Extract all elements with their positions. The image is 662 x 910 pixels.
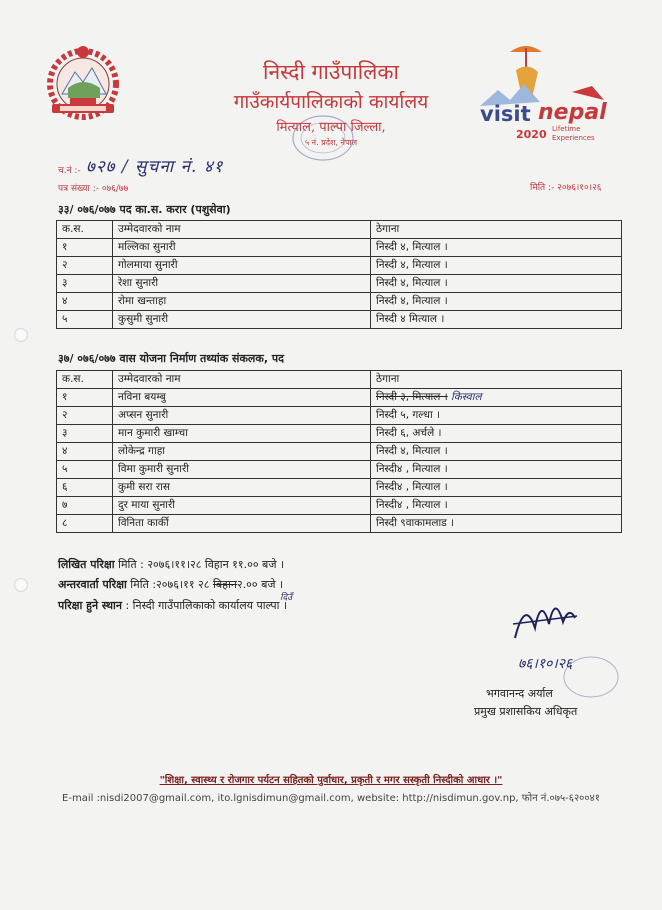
header-name: उम्मेदवारको नाम [113, 221, 371, 239]
table-row [57, 407, 622, 425]
table-row [57, 389, 622, 407]
interview-label: अन्तरवार्ता परिक्षा [58, 578, 127, 591]
row-address: निस्दी४ , मित्याल । [371, 461, 622, 479]
letter-date: मिति :- २०७६।१०।२६ [530, 183, 602, 193]
header-address: ठेगाना [371, 221, 622, 239]
signature-date-handwritten: ७६।१०।२६ [518, 656, 573, 672]
patra-sankhya: पत्र संख्या :- ०७६/७७ [58, 184, 129, 194]
row-address: निस्दी ४, मित्याल । [371, 443, 622, 461]
punch-hole-top [14, 328, 28, 342]
venue-label: परिक्षा हुने स्थान [58, 599, 122, 612]
written-exam-label: लिखित परिक्षा [58, 558, 115, 571]
row-name: विमा कुमारी सुनारी [113, 461, 371, 479]
visit-tagline-1: Lifetime [552, 125, 581, 133]
row-name: मल्लिका सुनारी [113, 239, 371, 257]
cha-no-label: च.नं :- [58, 166, 81, 176]
row-address: निस्दी४ , मित्याल । [371, 497, 622, 515]
row-name: विनिता कार्की [113, 515, 371, 533]
row-serial: ३ [57, 275, 113, 293]
row-name: अप्सन सुनारी [113, 407, 371, 425]
visit-year: 2020 [516, 128, 547, 141]
header-serial: क.स. [57, 221, 113, 239]
org-name: निस्दी गाउँपालिका [263, 60, 399, 84]
row-name: रेशा सुनारी [113, 275, 371, 293]
section2-title: ३७/ ०७६/०७७ वास योजना निर्माण तथ्यांक संकलक, पद [58, 352, 284, 365]
table-row [57, 257, 622, 275]
row-address: निस्दी ९वाकामलाड । [371, 515, 622, 533]
venue-value: : निस्दी गाउँपालिकाको कार्यालय पाल्पा । [121, 599, 288, 612]
row-address: निस्दी ४ मित्याल । [371, 311, 622, 329]
table-row [57, 275, 622, 293]
table-row [57, 461, 622, 479]
row-address: निस्दी ४, मित्याल । [371, 239, 622, 257]
table-row [57, 479, 622, 497]
visit-word: visit [480, 102, 531, 126]
header-name: उम्मेदवारको नाम [113, 371, 371, 389]
row-serial: ५ [57, 461, 113, 479]
table-header-row [57, 371, 622, 389]
table-row [57, 497, 622, 515]
visit-tagline-2: Experiences [552, 134, 595, 142]
interview-line [58, 577, 283, 592]
row-serial: २ [57, 407, 113, 425]
row-name: कुसुमी सुनारी [113, 311, 371, 329]
punch-hole-bottom [14, 578, 28, 592]
row-name: रोमा खन्ताहा [113, 293, 371, 311]
row-address: निस्दी ४, मित्याल । [371, 293, 622, 311]
row-address: निस्दी४ , मित्याल । [371, 479, 622, 497]
footer-contact: E-mail :nisdi2007@gmail.com, ito.lgnisdimun@gmail.com, website: http://nisdimun.gov.np, फोन नं.०७५-६२००४१ [62, 793, 600, 804]
row-name: लोकेन्द्र गाहा [113, 443, 371, 461]
row-name: कुमी सरा रास [113, 479, 371, 497]
table-row [57, 239, 622, 257]
row-address-corrected [371, 389, 622, 407]
row-address: निस्दी ५, गल्धा । [371, 407, 622, 425]
table-row [57, 425, 622, 443]
row-name: गोलमाया सुनारी [113, 257, 371, 275]
row-serial: ७ [57, 497, 113, 515]
visit-nepal-logo [476, 40, 616, 146]
row-serial: २ [57, 257, 113, 275]
row-serial: ३ [57, 425, 113, 443]
header-address: ठेगाना [371, 371, 622, 389]
row-name: दुर माया सुनारी [113, 497, 371, 515]
section1-table [56, 220, 622, 329]
section1-title: ३३/ ०७६/०७७ पद का.स. करार (पशुसेवा) [58, 203, 231, 216]
row-serial: ६ [57, 479, 113, 497]
row-address-handwritten: किस्वाल [451, 391, 482, 403]
office-location: मित्याल, पाल्पा जिल्ला, [276, 120, 386, 135]
row-address: निस्दी ६, अर्चले । [371, 425, 622, 443]
header-serial: क.स. [57, 371, 113, 389]
slogan: "शिक्षा, स्वास्थ्य र रोजगार पर्यटन सहितको पुर्वाधार, प्रकृती र मगर सस्कृती निस्दीको आधार ।" [159, 775, 503, 786]
row-address-struck: निस्दी ३, मित्याल । [376, 391, 448, 403]
table-row [57, 443, 622, 461]
interview-time: २.०० बजे । [236, 578, 284, 591]
interview-handwritten: दिउँ [280, 593, 293, 603]
row-serial: १ [57, 389, 113, 407]
signature-icon [505, 588, 585, 652]
interview-date: मिति :२०७६।११ २८ [126, 578, 213, 591]
cha-no-handwritten: ७२७ / सुचना नं. ४१ [86, 157, 224, 177]
row-name: मान कुमारी खाम्चा [113, 425, 371, 443]
table-row [57, 311, 622, 329]
office-name: गाउँकार्यपालिकाको कार्यालय [233, 91, 429, 113]
signatory-name: भगवानन्द अर्याल [486, 687, 553, 700]
interview-struck-time: बिहान [212, 578, 237, 591]
written-exam-line [58, 557, 284, 572]
row-serial: ४ [57, 293, 113, 311]
row-address: निस्दी ४, मित्याल । [371, 257, 622, 275]
venue-line [58, 598, 287, 613]
row-serial: ४ [57, 443, 113, 461]
row-serial: ८ [57, 515, 113, 533]
row-serial: १ [57, 239, 113, 257]
row-serial: ५ [57, 311, 113, 329]
table-header-row [57, 221, 622, 239]
office-stamp-icon [288, 110, 358, 166]
signatory-role: प्रमुख प्रशासकिय अधिकृत [474, 705, 578, 718]
table-row [57, 293, 622, 311]
section2-table [56, 370, 622, 533]
row-address: निस्दी ४, मित्याल । [371, 275, 622, 293]
table-row [57, 515, 622, 533]
nepal-word: nepal [538, 100, 607, 125]
office-province: ५ नं. प्रदेश, नेपाल [304, 138, 358, 147]
row-name: नविना बयम्बु [113, 389, 371, 407]
written-exam-value: मिति : २०७६।११।२८ विहान ११.०० बजे । [114, 558, 285, 571]
